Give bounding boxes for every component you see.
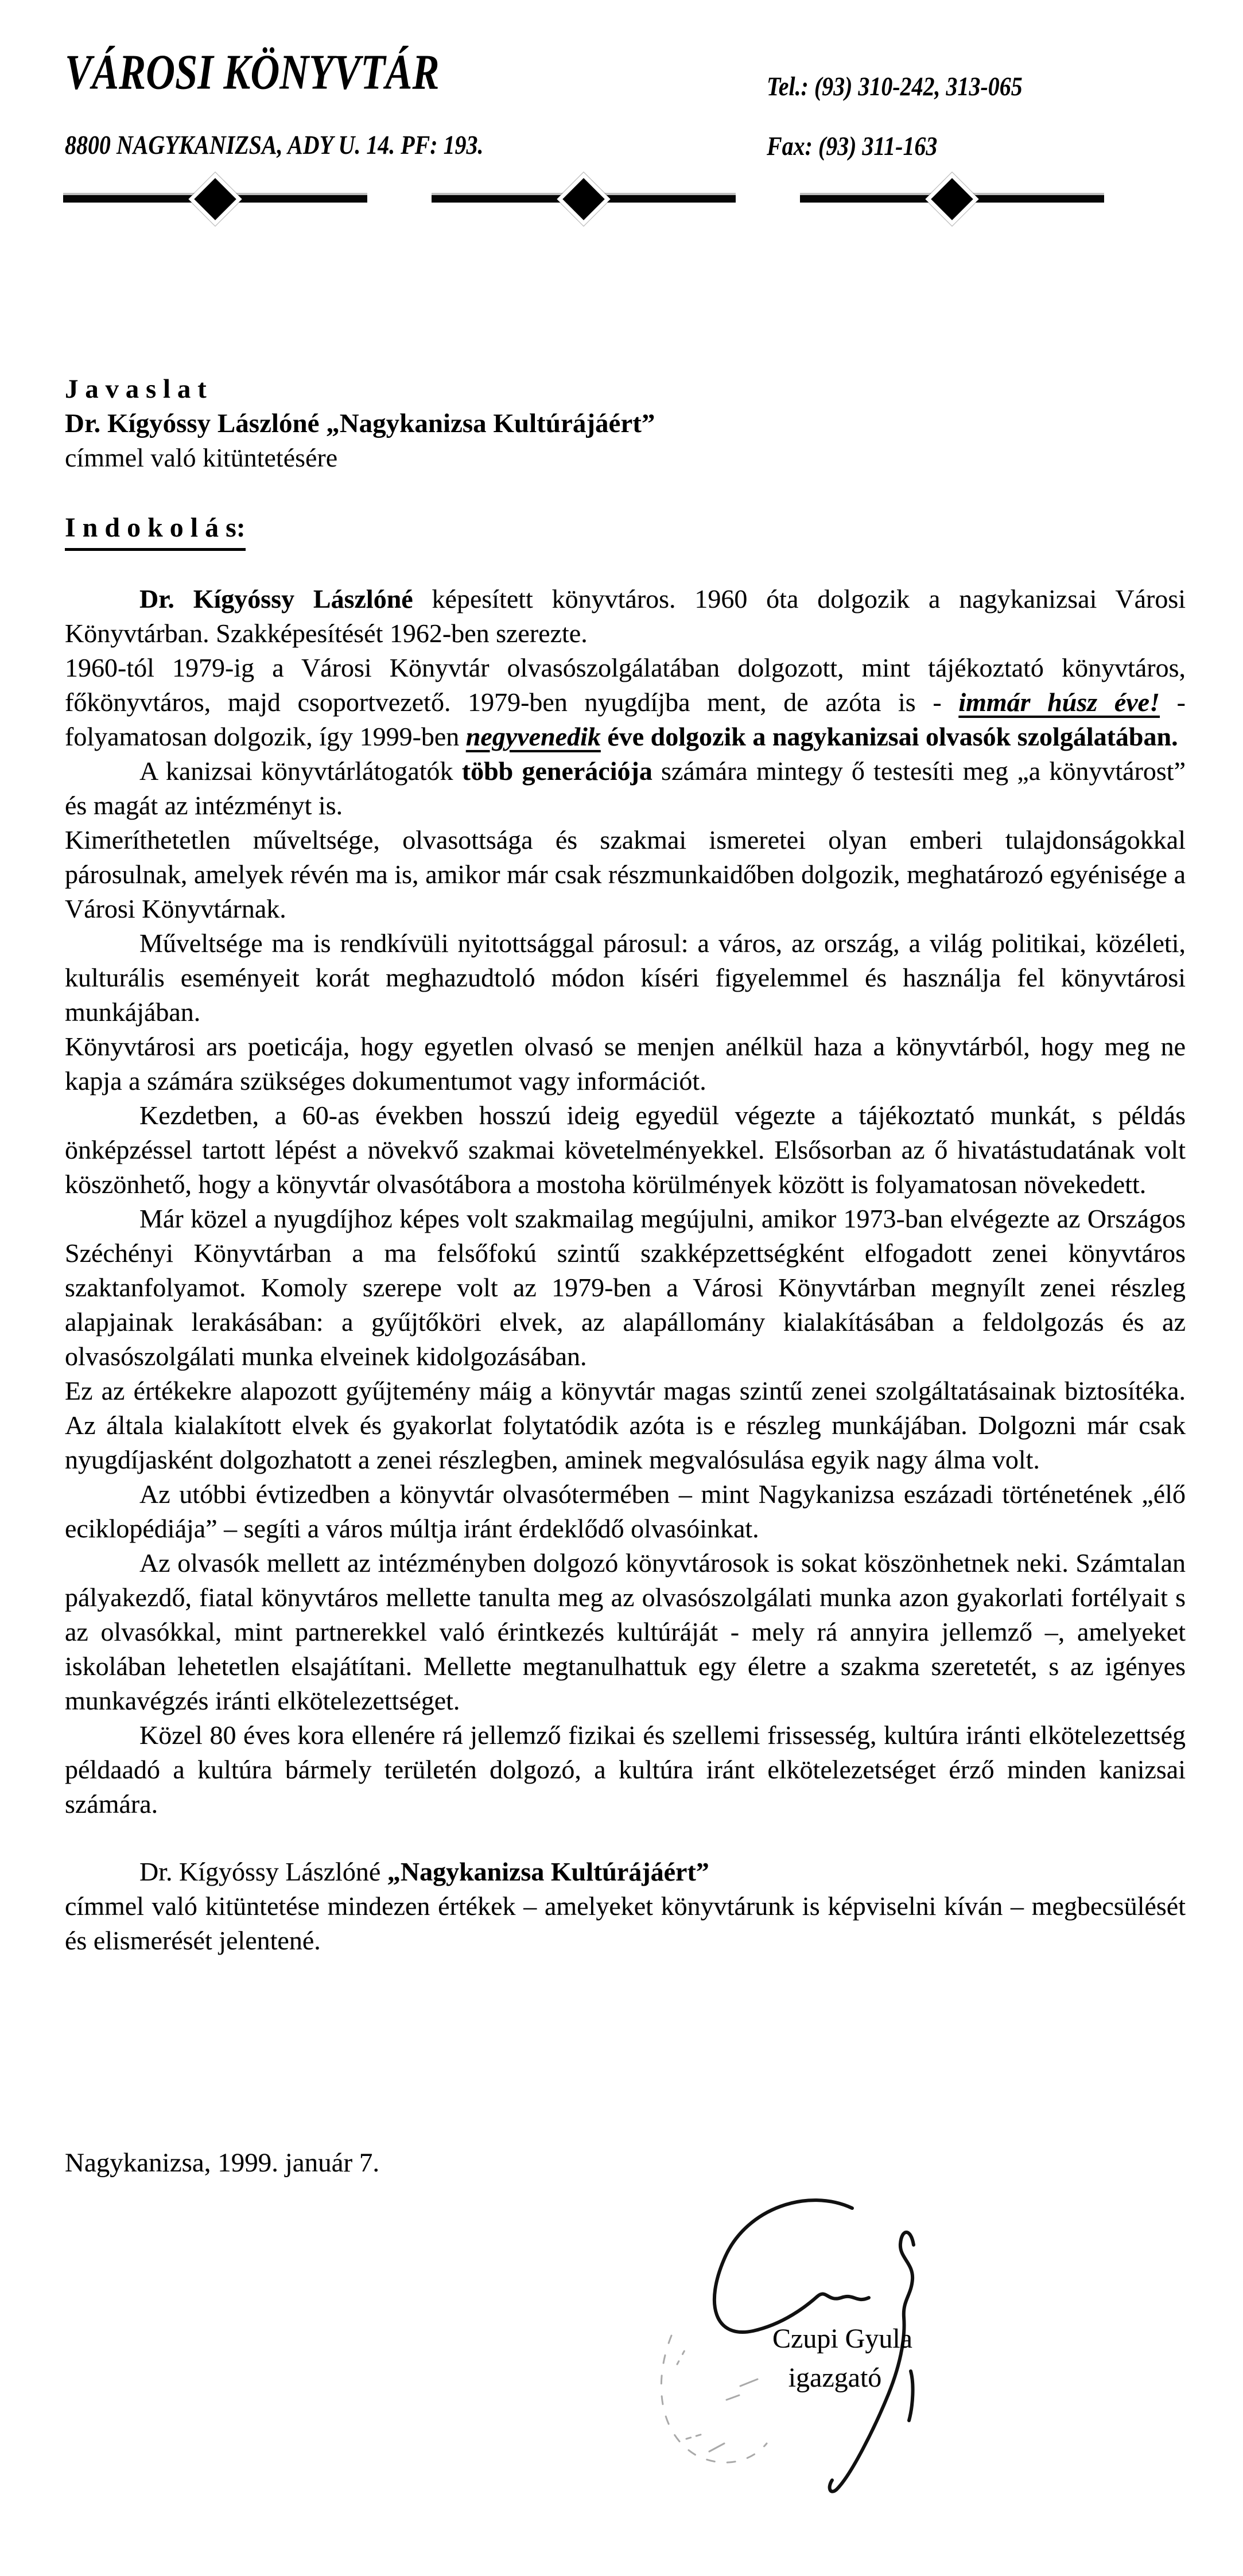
text-run: Közel 80 éves kora ellenére rá jellemző fizikai és szellemi frissesség, kultúra iránti elkötelezettség példaadó a kultúra bármely területén dolgozó, a kultúra iránt elkötelezetséget érző minden kanizsai számára.	[65, 1720, 1186, 1819]
diamond-ornament-icon	[557, 172, 610, 226]
text-run: képesített könyvtáros. 1960 óta dolgozik a nagykanizsai Városi Könyvtárban. Szakképesítését 1962-ben szerezte.	[65, 584, 1186, 648]
proposal-title: J a v a s l a t	[65, 374, 207, 404]
tel-line: Tel.: (93) 310-242, 313-065	[767, 72, 1023, 102]
signature-block	[654, 2192, 976, 2536]
body-paragraph	[65, 1718, 1186, 1821]
text-run: negyvenedik	[465, 722, 601, 751]
text-run: Kezdetben, a 60-as években hosszú ideig egyedül végezte a tájékoztató munkát, s példás önképzéssel tartott lépést a növekvő szakmai követelményekkel. Elsősorban az ő hivatástudatának volt köszönhető, hogy a könyvtár olvasótábora a mostoha körülmények között is folyamatosan növekedett.	[65, 1101, 1186, 1199]
decorative-divider	[63, 174, 1104, 224]
section-heading	[65, 512, 246, 543]
text-run: Dr. Kígyóssy Lászlóné	[139, 584, 413, 613]
address-line: 8800 NAGYKANIZSA, ADY U. 14. PF: 193.	[65, 130, 484, 160]
text-run: Könyvtárosi ars poeticája, hogy egyetlen olvasó se menjen anélkül haza a könyvtárból, hogy meg ne kapja a számára szükséges dokumentumot vagy információt.	[65, 1032, 1186, 1095]
signer-name: Czupi Gyula	[772, 2324, 912, 2354]
text-run: Már közel a nyugdíjhoz képes volt szakmailag megújulni, amikor 1973-ban elvégezte az Országos Széchényi Könyvtárban a ma felsőfokú szintű szakképzettségként elfogadott zenei könyvtáros szaktanfolyamot. Komoly szerepe volt az 1979-ben a Városi Könyvtárban megnyílt zenei részleg alapjainak lerakásában: a gyűjtőköri elvek, az alapállomány kialakításában a feldolgozás és az olvasószolgálati munka elveinek kidolgozásában.	[65, 1204, 1186, 1371]
text-run: Az utóbbi évtizedben a könyvtár olvasótermében – mint Nagykanizsa eszázadi történetének „élő eciklopédiája” – segíti a város múltja iránt érdeklődő olvasóinkat.	[65, 1479, 1186, 1543]
body-paragraph	[65, 1374, 1186, 1477]
body-paragraph	[65, 1098, 1186, 1202]
divider-segment	[432, 174, 736, 224]
subject-subline: címmel való kitüntetésére	[65, 443, 338, 472]
body-paragraph	[65, 1029, 1186, 1098]
body-paragraph	[65, 651, 1186, 754]
body-paragraph	[65, 582, 1186, 651]
body-paragraph	[65, 1202, 1186, 1374]
divider-segment	[63, 174, 367, 224]
text-run: immár húsz éve!	[958, 687, 1160, 717]
divider-segment	[800, 174, 1104, 224]
text-run: címmel való kitüntetése mindezen értékek – amelyeket könyvtárunk is képviselni kíván – megbecsülését és elismerését jelentené.	[65, 1891, 1186, 1955]
signer-title: igazgató	[788, 2363, 882, 2393]
text-run: Dr. Kígyóssy Lászlóné	[139, 1857, 387, 1886]
subject-block	[65, 372, 1186, 475]
text-run: számára mintegy ő testesíti meg „a könyvtárost” és magát az intézményt is.	[65, 756, 1186, 820]
letter-body	[65, 582, 1186, 1958]
text-run: 1960-tól 1979-ig a Városi Könyvtár olvasószolgálatában dolgozott, mint tájékoztató könyvtáros, főkönyvtáros, majd csoportvezető. 1979-ben nyugdíjba ment, de azóta is -	[65, 653, 1186, 717]
date-line: Nagykanizsa, 1999. január 7.	[65, 2148, 380, 2178]
body-paragraph	[65, 1546, 1186, 1718]
honoree-name-line: Dr. Kígyóssy Lászlóné „Nagykanizsa Kultúrájáért”	[65, 409, 655, 438]
section-heading-text: I n d o k o l á s:	[65, 512, 246, 551]
diamond-ornament-icon	[188, 172, 242, 226]
text-run: - folyamatosan dolgozik, így 1999-ben	[65, 687, 1186, 751]
diamond-ornament-icon	[925, 172, 978, 226]
body-paragraph	[65, 1889, 1186, 1958]
text-run: „Nagykanizsa Kultúrájáért”	[387, 1857, 709, 1886]
body-paragraph	[65, 1855, 1186, 1889]
organization-name: VÁROSI KÖNYVTÁR	[65, 44, 440, 100]
text-run: éve dolgozik a nagykanizsai olvasók szolgálatában.	[607, 722, 1178, 751]
text-run	[601, 722, 608, 751]
text-run: Ez az értékekre alapozott gyűjtemény máig a könyvtár magas szintű zenei szolgáltatásainak biztosítéka. Az általa kialakított elvek és gyakorlat folytatódik azóta is e részleg munkájában. Dolgozni már csak nyugdíjasként dolgozhatott a zenei részlegben, aminek megvalósulása egyik nagy álma volt.	[65, 1376, 1186, 1474]
text-run: több generációja	[461, 756, 652, 786]
body-paragraph	[65, 926, 1186, 1029]
body-paragraph	[65, 1477, 1186, 1546]
text-run: A kanizsai könyvtárlátogatók	[139, 756, 462, 786]
text-run: Az olvasók mellett az intézményben dolgozó könyvtárosok is sokat köszönhetnek neki. Számtalan pályakezdő, fiatal könyvtáros mellette tanulta meg az olvasószolgálati munka azon gyakorlati fortélyait s az olvasókkal, mint partnerekkel való érintkezés kultúráját - mely rá annyira jellemző –, amelyeket iskolában lehetetlen elsajátítani. Mellette megtanulhattuk egy életre a szakma szeretetét, s az igényes munkavégzés iránti elkötelezettséget.	[65, 1548, 1186, 1715]
fax-line: Fax: (93) 311-163	[767, 131, 938, 161]
body-paragraph	[65, 823, 1186, 926]
text-run: Kimeríthetetlen műveltsége, olvasottsága és szakmai ismeretei olyan emberi tulajdonságokkal párosulnak, amelyek révén ma is, amikor már csak részmunkaidőben dolgozik, meghatározó egyénisége a Városi Könyvtárnak.	[65, 825, 1186, 923]
text-run: Műveltsége ma is rendkívüli nyitottsággal párosul: a város, az ország, a világ politikai, közéleti, kulturális eseményeit korát meghazudtoló módon kíséri figyelemmel és használja fel könyvtárosi munkájában.	[65, 928, 1186, 1027]
body-paragraph	[65, 754, 1186, 823]
